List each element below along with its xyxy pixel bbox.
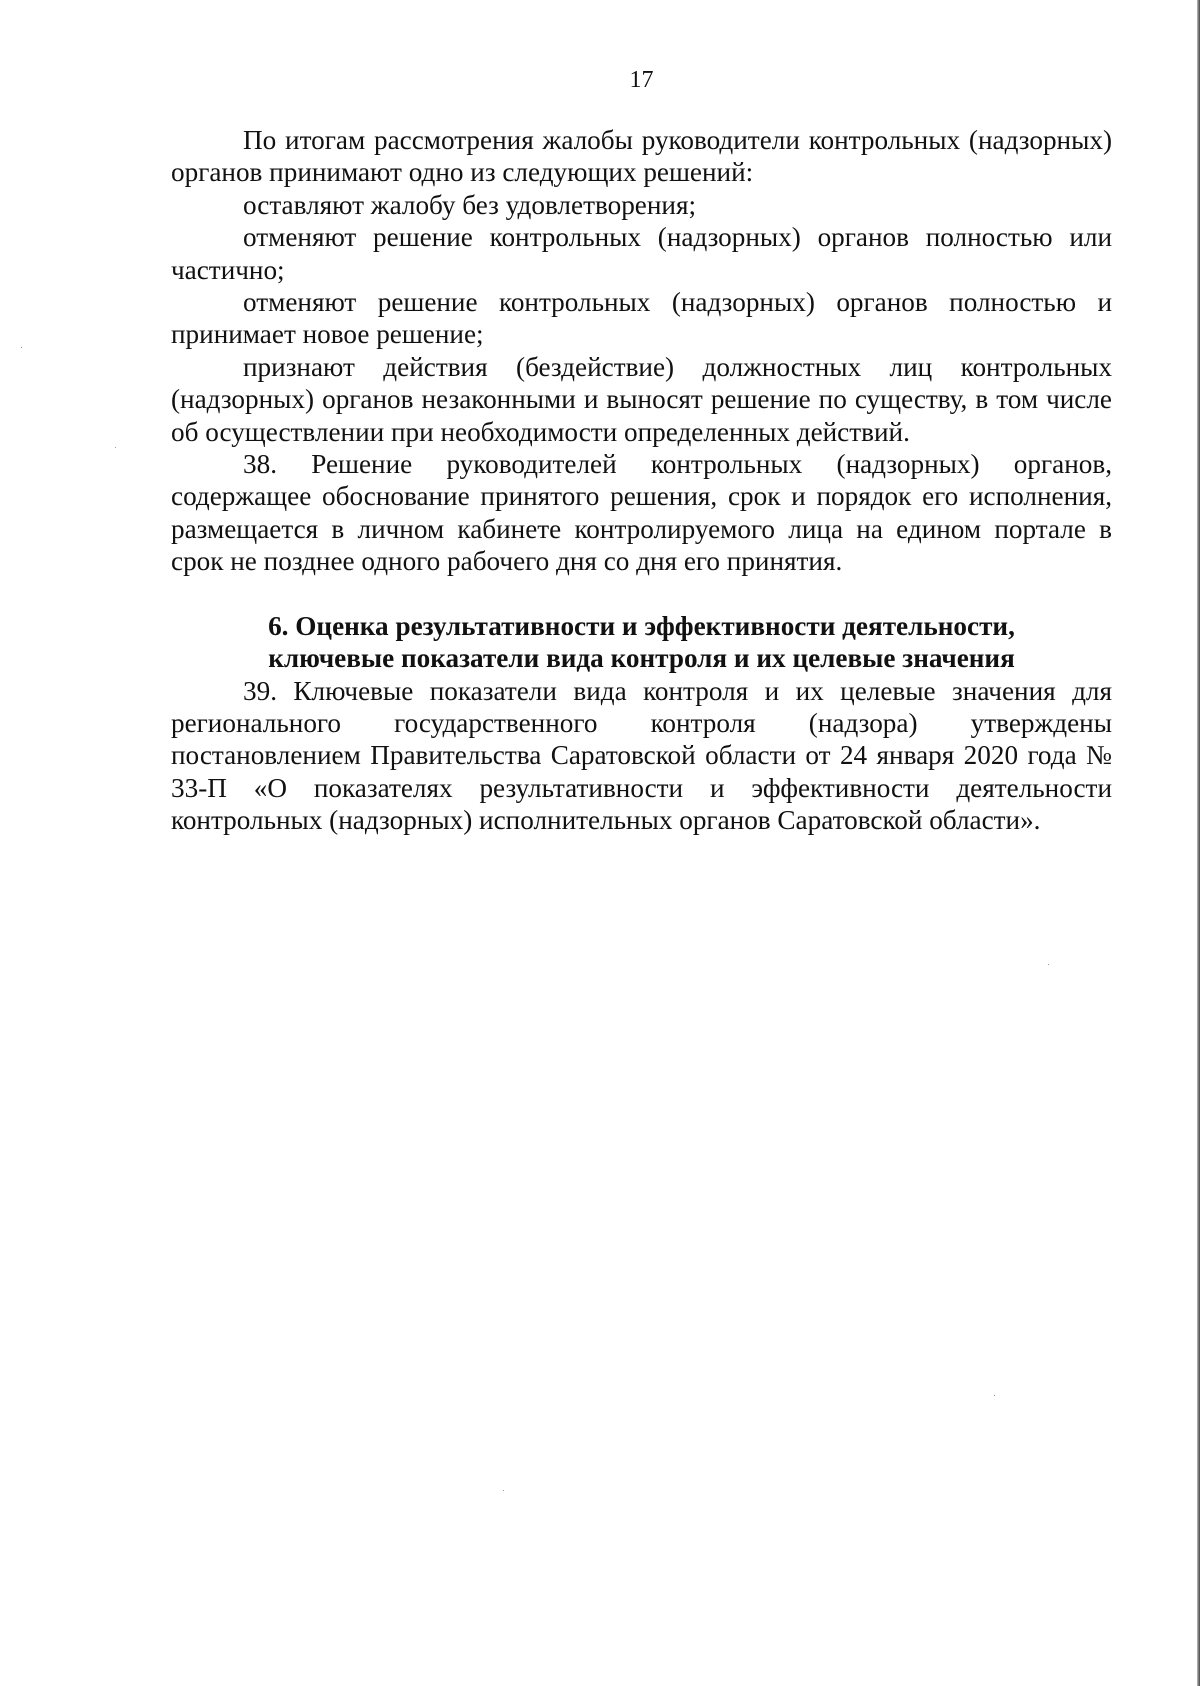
paragraph-complaint-decisions-intro: По итогам рассмотрения жалобы руководители контрольных (надзорных) органов принимают одно из следующих решений: xyxy=(171,125,1112,188)
scan-speck xyxy=(994,1395,995,1396)
paragraph-38: 38. Решение руководителей контрольных (надзорных) органов, содержащее обоснование принятого решения, срок и порядок его исполнения, размещается в личном кабинете контролируемого лица на едином портале в срок не позднее одного рабочего дня со дня его принятия. xyxy=(171,449,1112,577)
scan-speck xyxy=(21,347,22,348)
paragraph-39: 39. Ключевые показатели вида контроля и их целевые значения для регионального государственного контроля (надзора) утверждены постановлением Правительства Саратовской области от 24 января 2020 года № 33-П «О показателях результативности и эффективности деятельности контрольных (надзорных) исполнительных органов Саратовской области». xyxy=(171,675,1112,836)
section-heading-line-2: ключевые показатели вида контроля и их целевые значения xyxy=(268,643,1015,674)
page-number: 17 xyxy=(629,67,654,93)
scan-speck xyxy=(503,1490,504,1491)
paragraph-decision-cancel-partially: отменяют решение контрольных (надзорных) органов полностью или частично; xyxy=(171,222,1112,285)
scan-speck xyxy=(115,447,116,448)
scan-speck xyxy=(1048,964,1049,965)
section-heading xyxy=(171,610,1112,675)
paragraph-decision-leave: оставляют жалобу без удовлетворения; xyxy=(243,189,697,220)
paragraph-decision-cancel-new: отменяют решение контрольных (надзорных) органов полностью и принимает новое решение; xyxy=(171,287,1112,350)
document-body xyxy=(171,124,1112,837)
paragraph-decision-unlawful: признают действия (бездействие) должностных лиц контрольных (надзорных) органов незаконными и выносят решение по существу, в том числе об осуществлении при необходимости определенных действий. xyxy=(171,351,1112,447)
section-heading-line-1: 6. Оценка результативности и эффективности деятельности, xyxy=(268,610,1015,641)
